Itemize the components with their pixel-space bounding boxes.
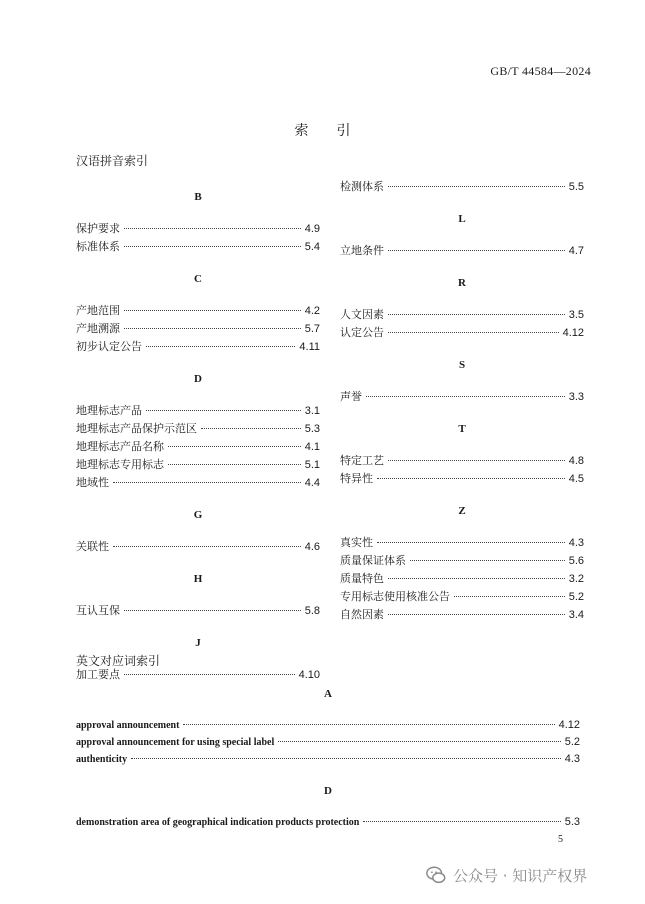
index-term: 认定公告 — [340, 326, 384, 339]
leader-dots — [454, 596, 565, 597]
index-term: 地理标志产品保护示范区 — [76, 422, 197, 435]
leader-dots — [388, 460, 565, 461]
index-term: 地理标志专用标志 — [76, 458, 164, 471]
index-term: approval announcement for using special label — [76, 737, 275, 748]
index-entry — [340, 388, 584, 406]
group-spacer — [76, 256, 320, 270]
group-spacer — [340, 488, 584, 502]
index-page-ref: 5.1 — [304, 459, 320, 471]
index-entry — [76, 734, 580, 751]
index-letter-heading: G — [193, 509, 203, 521]
index-page-ref: 4.8 — [568, 455, 584, 467]
index-page-ref: 3.2 — [568, 573, 584, 585]
group-spacer — [340, 438, 584, 452]
index-letter-heading: J — [195, 637, 201, 649]
index-term: 地域性 — [76, 476, 109, 489]
group-spacer — [340, 260, 584, 274]
index-letter-heading: B — [194, 191, 202, 203]
leader-dots — [146, 346, 295, 347]
index-entry — [76, 438, 320, 456]
index-page-ref: 4.5 — [568, 473, 584, 485]
index-term: 专用标志使用核准公告 — [340, 590, 450, 603]
group-spacer — [76, 356, 320, 370]
leader-dots — [410, 560, 565, 561]
index-page-ref: 4.2 — [304, 305, 320, 317]
index-page-ref: 3.4 — [568, 609, 584, 621]
chinese-index-heading: 汉语拼音索引 — [76, 154, 149, 168]
index-term: 标准体系 — [76, 240, 120, 253]
index-term: 特定工艺 — [340, 454, 384, 467]
english-index-heading: 英文对应词索引 — [76, 654, 161, 668]
group-spacer — [76, 703, 580, 717]
index-entry — [76, 602, 320, 620]
index-page-ref: 4.4 — [304, 477, 320, 489]
index-page-ref: 5.5 — [568, 181, 584, 193]
leader-dots — [388, 578, 565, 579]
index-title: 索 引 — [294, 123, 351, 139]
index-page-ref: 4.3 — [564, 753, 580, 765]
index-page-ref: 4.3 — [568, 537, 584, 549]
index-entry — [76, 320, 320, 338]
leader-dots — [201, 428, 301, 429]
leader-dots — [388, 314, 565, 315]
index-entry — [76, 474, 320, 492]
leader-dots — [388, 250, 565, 251]
leader-dots — [388, 614, 565, 615]
group-spacer — [340, 196, 584, 210]
index-letter-heading: D — [324, 785, 332, 797]
leader-dots — [124, 610, 301, 611]
index-entry — [340, 178, 584, 196]
index-entry — [340, 452, 584, 470]
index-page-ref: 4.11 — [299, 341, 320, 353]
index-page-ref: 4.1 — [304, 441, 320, 453]
index-letter-heading: A — [324, 688, 332, 700]
index-page-ref: 5.2 — [568, 591, 584, 603]
leader-dots — [183, 724, 554, 725]
index-term: 产地范围 — [76, 304, 120, 317]
index-page-ref: 4.9 — [304, 223, 320, 235]
index-entry — [340, 570, 584, 588]
index-page-ref: 3.5 — [568, 309, 584, 321]
leader-dots — [168, 464, 301, 465]
index-term: 检测体系 — [340, 180, 384, 193]
group-spacer — [340, 374, 584, 388]
leader-dots — [377, 478, 565, 479]
leader-dots — [388, 186, 565, 187]
index-entry — [76, 538, 320, 556]
index-page-ref: 4.7 — [568, 245, 584, 257]
standard-number: GB/T 44584—2024 — [490, 64, 591, 78]
wechat-logo-icon — [425, 864, 447, 886]
index-entry — [76, 456, 320, 474]
watermark — [425, 864, 587, 886]
group-spacer — [76, 588, 320, 602]
index-term: 声誉 — [340, 390, 362, 403]
index-letter-heading: R — [458, 277, 466, 289]
index-term: 产地溯源 — [76, 322, 120, 335]
watermark-text: 公众号 · 知识产权界 — [453, 866, 588, 885]
group-spacer — [76, 524, 320, 538]
index-term: 关联性 — [76, 540, 109, 553]
index-entry — [340, 242, 584, 260]
index-term: 保护要求 — [76, 222, 120, 235]
page-number: 5 — [558, 834, 563, 845]
group-spacer — [340, 292, 584, 306]
index-entry — [340, 470, 584, 488]
leader-dots — [366, 396, 565, 397]
index-entry — [76, 238, 320, 256]
index-entry — [76, 751, 580, 768]
group-spacer — [340, 406, 584, 420]
leader-dots — [124, 310, 301, 311]
index-entry — [340, 552, 584, 570]
group-spacer — [340, 228, 584, 242]
index-letter-heading: T — [458, 423, 466, 435]
index-page-ref: 4.12 — [562, 327, 584, 339]
leader-dots — [168, 446, 301, 447]
index-letter-heading: Z — [458, 505, 466, 517]
leader-dots — [113, 482, 301, 483]
index-page-ref: 5.7 — [304, 323, 320, 335]
index-page-ref: 3.3 — [568, 391, 584, 403]
index-entry — [76, 717, 580, 734]
group-spacer — [76, 800, 580, 814]
group-spacer — [76, 288, 320, 302]
index-term: 自然因素 — [340, 608, 384, 621]
index-term: 质量特色 — [340, 572, 384, 585]
leader-dots — [363, 821, 560, 822]
index-entry — [340, 606, 584, 624]
leader-dots — [124, 246, 301, 247]
index-term: 真实性 — [340, 536, 373, 549]
group-spacer — [76, 620, 320, 634]
leader-dots — [278, 741, 560, 742]
index-entry — [340, 324, 584, 342]
leader-dots — [124, 328, 301, 329]
index-term: 初步认定公告 — [76, 340, 142, 353]
index-entry — [76, 220, 320, 238]
index-term: approval announcement — [76, 720, 180, 731]
index-page-ref: 4.10 — [298, 669, 320, 681]
index-term: 地理标志产品名称 — [76, 440, 164, 453]
leader-dots — [388, 332, 559, 333]
index-letter-heading: C — [194, 273, 202, 285]
index-letter-heading: H — [193, 573, 203, 585]
index-page-ref: 4.12 — [558, 719, 580, 731]
group-spacer — [76, 388, 320, 402]
index-letter-heading: S — [458, 359, 466, 371]
index-term: 立地条件 — [340, 244, 384, 257]
index-entry — [340, 534, 584, 552]
index-page-ref: 3.1 — [304, 405, 320, 417]
index-page-ref: 5.6 — [568, 555, 584, 567]
index-term: authenticity — [76, 754, 128, 765]
index-term: 加工要点 — [76, 668, 120, 681]
index-term: 地理标志产品 — [76, 404, 142, 417]
group-spacer — [76, 556, 320, 570]
index-entry — [340, 306, 584, 324]
index-letter-heading: L — [458, 213, 466, 225]
leader-dots — [131, 758, 561, 759]
index-term: 特异性 — [340, 472, 373, 485]
group-spacer — [76, 206, 320, 220]
index-entry — [76, 814, 580, 831]
group-spacer — [76, 768, 580, 782]
group-spacer — [340, 342, 584, 356]
index-page-ref: 4.6 — [304, 541, 320, 553]
leader-dots — [146, 410, 301, 411]
index-term: demonstration area of geographical indication products protection — [76, 817, 360, 828]
left-index-column — [76, 188, 320, 684]
leader-dots — [377, 542, 565, 543]
index-page-ref: 5.8 — [304, 605, 320, 617]
leader-dots — [124, 228, 301, 229]
index-entry — [76, 302, 320, 320]
index-term: 人文因素 — [340, 308, 384, 321]
group-spacer — [76, 492, 320, 506]
leader-dots — [113, 546, 301, 547]
english-index — [76, 685, 580, 831]
index-page-ref: 5.4 — [304, 241, 320, 253]
index-page-ref: 5.2 — [564, 736, 580, 748]
index-page-ref: 5.3 — [304, 423, 320, 435]
index-term: 质量保证体系 — [340, 554, 406, 567]
index-entry — [340, 588, 584, 606]
index-term: 互认互保 — [76, 604, 120, 617]
index-entry — [76, 420, 320, 438]
group-spacer — [340, 520, 584, 534]
index-entry — [76, 402, 320, 420]
index-letter-heading: D — [194, 373, 202, 385]
index-page-ref: 5.3 — [564, 816, 580, 828]
leader-dots — [124, 674, 295, 675]
index-entry — [76, 338, 320, 356]
right-index-column — [340, 178, 584, 624]
